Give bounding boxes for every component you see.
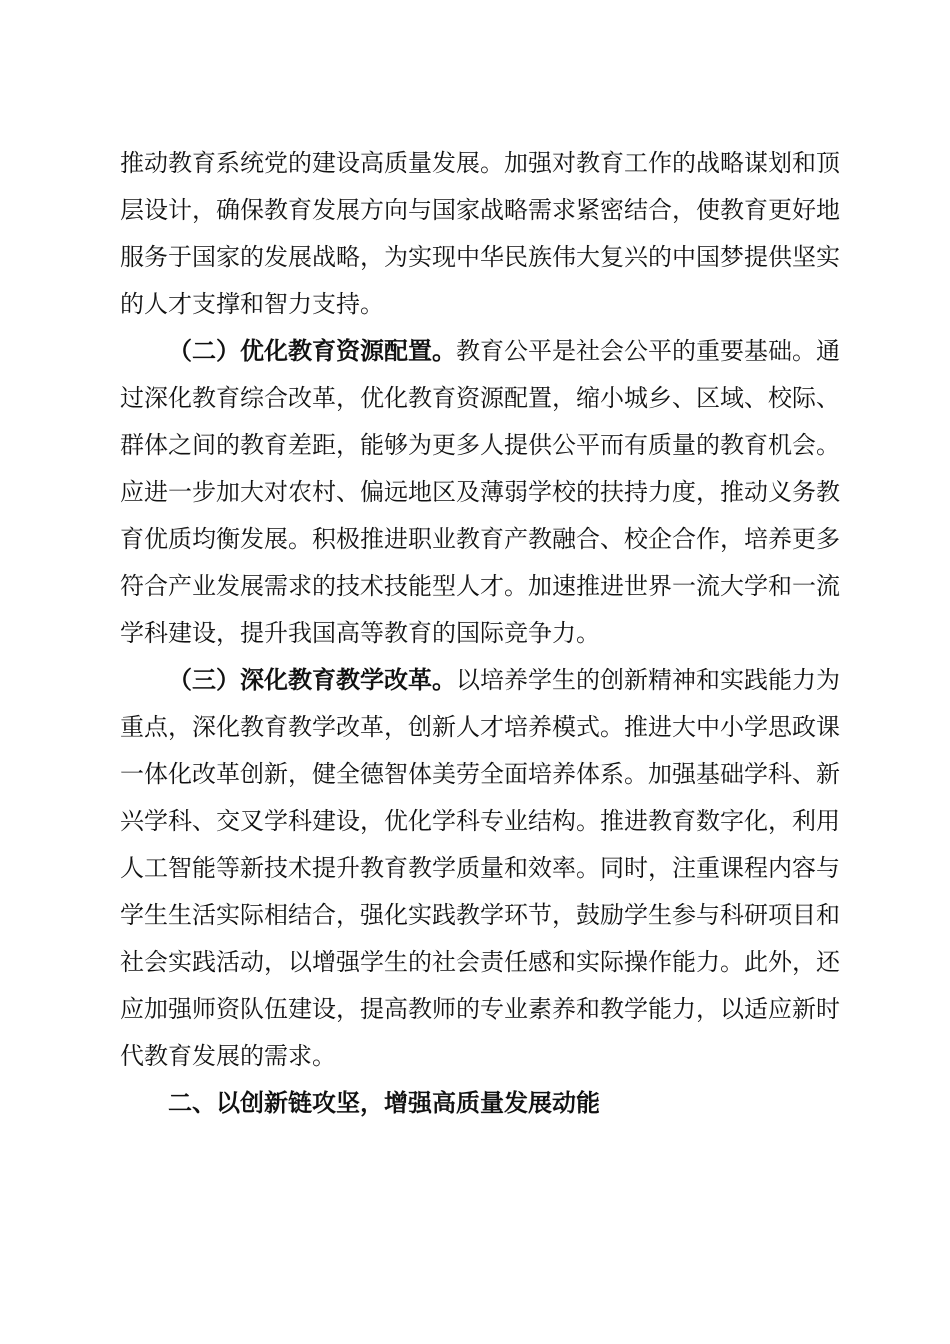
paragraph-text: 教育公平是社会公平的重要基础。通过深化教育综合改革，优化教育资源配置，缩小城乡、区域、校际、群体之间的教育差距，能够为更多人提供公平而有质量的教育机会。应进一步加大对农村、偏远地区及薄弱学校的扶持力度，推动义务教育优质均衡发展。积极推进职业教育产教融合、校企合作，培养更多符合产业发展需求的技术技能型人才。加速推进世界一流大学和一流学科建设，提升我国高等教育的国际竞争力。 [120,337,840,647]
paragraph-text: 推动教育系统党的建设高质量发展。加强对教育工作的战略谋划和顶层设计，确保教育发展方向与国家战略需求紧密结合，使教育更好地服务于国家的发展战略，为实现中华民族伟大复兴的中国梦提供坚实的人才支撑和智力支持。 [120,149,840,318]
paragraph-lead-heading: （三）深化教育教学改革。 [168,666,456,694]
document-body [120,140,840,1127]
paragraph-text: 以培养学生的创新精神和实践能力为重点，深化教育教学改革，创新人才培养模式。推进大中小学思政课一体化改革创新，健全德智体美劳全面培养体系。加强基础学科、新兴学科、交叉学科建设，优化学科专业结构。推进教育数字化，利用人工智能等新技术提升教育教学质量和效率。同时，注重课程内容与学生生活实际相结合，强化实践教学环节，鼓励学生参与科研项目和社会实践活动，以增强学生的社会责任感和实际操作能力。此外，还应加强师资队伍建设，提高教师的专业素养和教学能力，以适应新时代教育发展的需求。 [120,666,840,1070]
paragraph-deepen-reform [120,657,840,1080]
paragraph-lead-heading: （二）优化教育资源配置。 [168,337,456,365]
paragraph-optimize-resources [120,328,840,657]
paragraph-continuation [120,140,840,328]
section-heading: 二、以创新链攻坚，增强高质量发展动能 [168,1089,600,1117]
